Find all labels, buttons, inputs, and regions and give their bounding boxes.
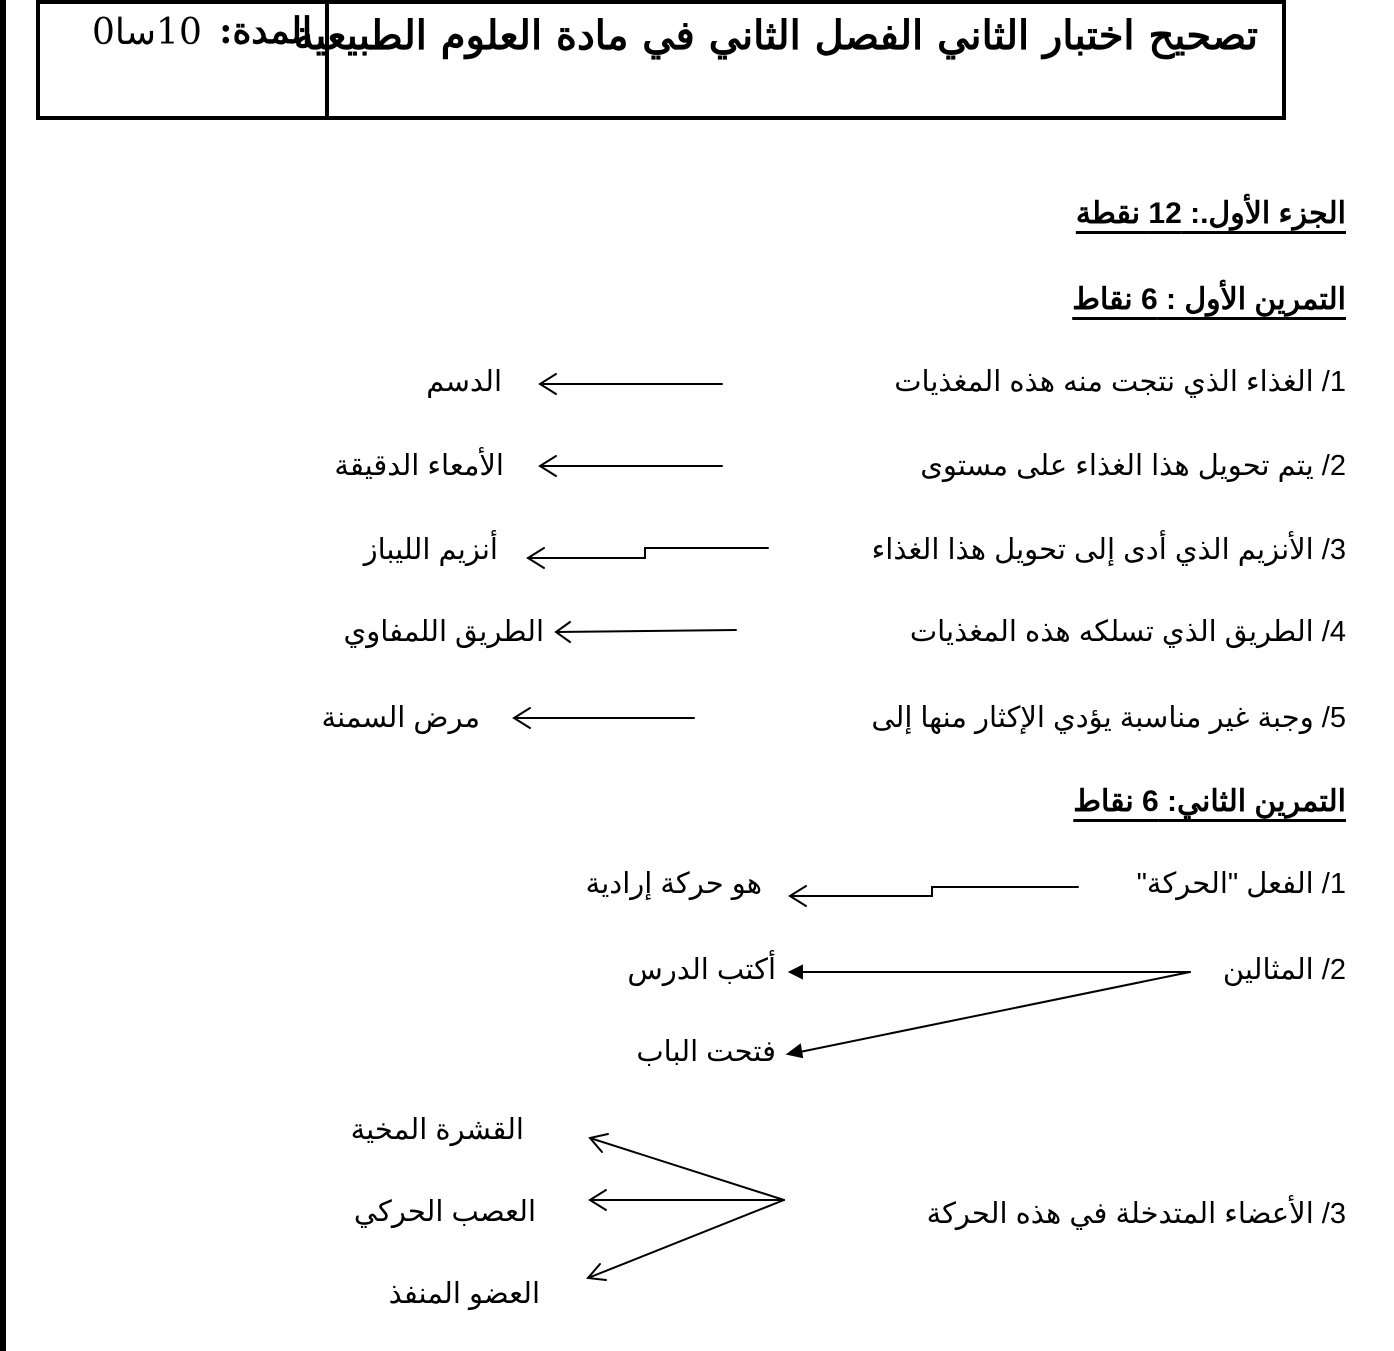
ex1-arrow-3 [528,548,768,568]
ex1-answer-5: مرض السمنة [321,702,480,734]
ex1-question-3: 3/ الأنزيم الذي أدى إلى تحويل هذا الغذاء [871,534,1346,566]
ex2-answer-1: هو حركة إرادية [585,868,762,900]
ex2-question-1: 1/ الفعل "الحركة" [1136,868,1346,900]
ex2-answer-2b: فتحت الباب [636,1036,776,1068]
ex2-arrow-3c [588,1200,784,1280]
exercise2-heading: التمرين الثاني: 6 نقاط [1073,785,1346,818]
ex1-question-4: 4/ الطريق الذي تسلكه هذه المغذيات [909,616,1346,648]
ex2-answer-3c: العضو المنفذ [388,1278,540,1310]
ex2-answer-3a: القشرة المخية [350,1114,524,1146]
ex1-answer-1: الدسم [426,366,502,398]
ex1-arrow-1 [540,374,722,394]
duration-label: المدة: [219,10,312,52]
ex1-question-5: 5/ وجبة غير مناسبة يؤدي الإكثار منها إلى [871,702,1346,734]
ex1-question-1: 1/ الغذاء الذي نتجت منه هذه المغذيات [894,366,1346,398]
page-title: تصحيح اختبار الثاني الفصل الثاني في مادة العلوم الطبيعية [293,12,1258,59]
ex1-answer-3: أنزيم الليباز [363,534,498,566]
ex1-answer-2: الأمعاء الدقيقة [334,450,504,482]
ex2-arrow-2a [790,966,1190,978]
ex2-arrow-3a [590,1134,784,1200]
ex2-arrow-2b [788,972,1190,1057]
ex2-answer-3b: العصب الحركي [353,1196,536,1228]
ex2-answer-2a: أكتب الدرس [627,954,776,986]
ex1-question-2: 2/ يتم تحويل هذا الغذاء على مستوى [920,450,1346,482]
ex2-question-2: 2/ المثالين [1222,954,1346,986]
ex2-arrow-1 [790,886,1078,906]
exercise1-heading: التمرين الأول : 6 نقاط [1072,283,1346,316]
duration-value: 01سا0 [92,12,202,53]
ex2-arrow-3b [590,1190,784,1210]
ex1-arrow-5 [514,708,694,728]
ex2-question-3: 3/ الأعضاء المتدخلة في هذه الحركة [926,1198,1346,1230]
ex1-answer-4: الطريق اللمفاوي [343,616,544,648]
ex1-arrow-4 [556,622,736,642]
ex1-arrow-2 [540,456,722,476]
part1-heading: الجزء الأول.: 12 نقطة [1075,197,1346,230]
